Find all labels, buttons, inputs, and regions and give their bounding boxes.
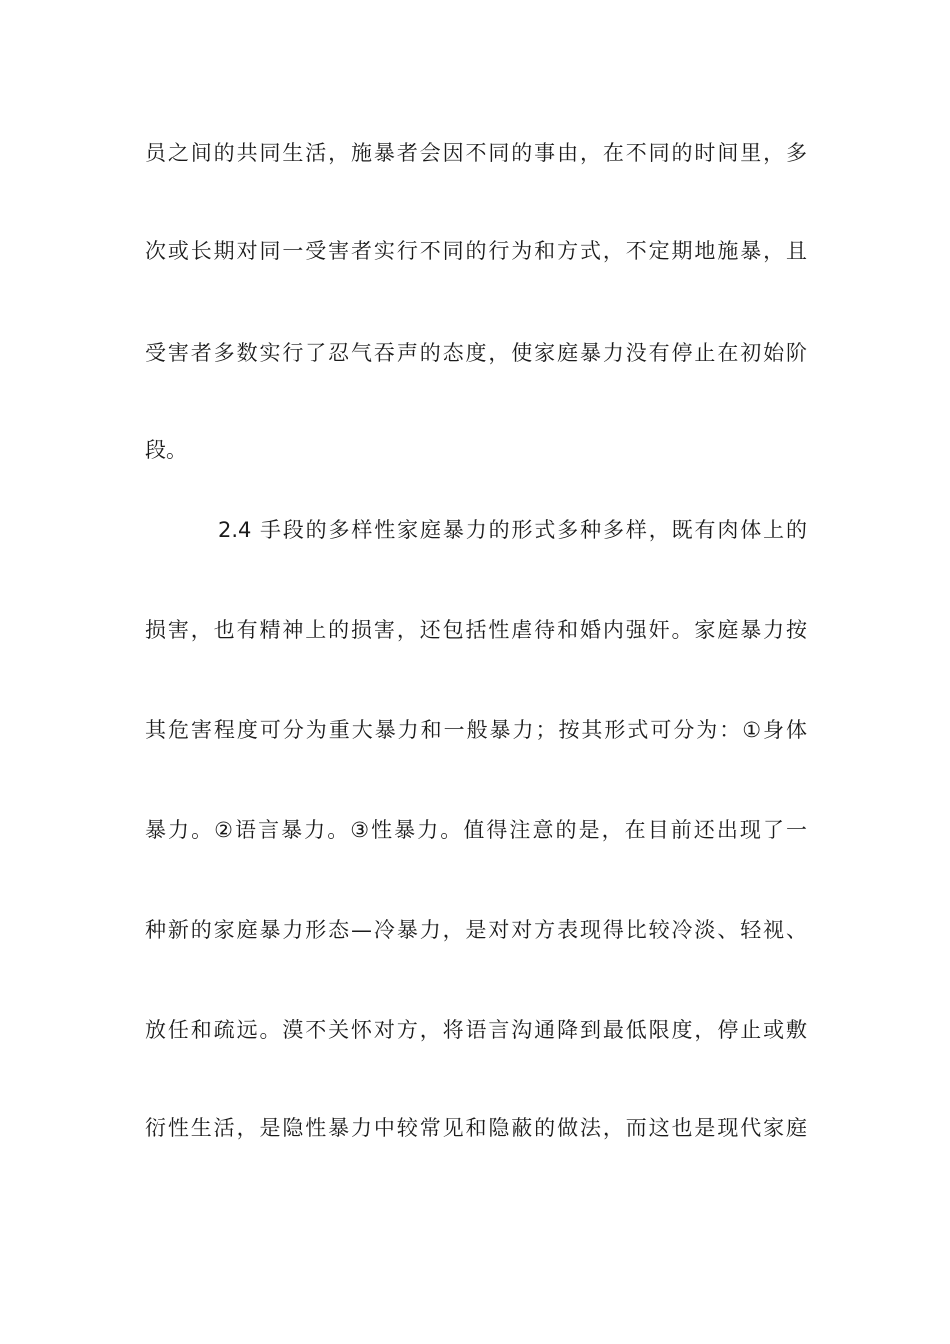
text-line: 员之间的共同生活，施暴者会因不同的事由，在不同的时间里，多	[145, 141, 807, 165]
text-line: 暴力。②语言暴力。③性暴力。值得注意的是，在目前还出现了一	[145, 818, 807, 842]
text-line: 受害者多数实行了忍气吞声的态度，使家庭暴力没有停止在初始阶	[145, 341, 807, 365]
text-line: 其危害程度可分为重大暴力和一般暴力；按其形式可分为：①身体	[145, 718, 807, 742]
text-line: 种新的家庭暴力形态—冷暴力，是对对方表现得比较冷淡、轻视、	[145, 918, 807, 942]
text-line: 损害，也有精神上的损害，还包括性虐待和婚内强奸。家庭暴力按	[145, 618, 807, 642]
text-line: 放任和疏远。漠不关怀对方，将语言沟通降到最低限度，停止或敷	[145, 1018, 807, 1042]
text-line: 段。	[145, 438, 187, 462]
text-line: 次或长期对同一受害者实行不同的行为和方式，不定期地施暴，且	[145, 239, 807, 263]
text-line: 2.4 手段的多样性家庭暴力的形式多种多样，既有肉体上的	[218, 518, 807, 542]
text-line: 衍性生活，是隐性暴力中较常见和隐蔽的做法，而这也是现代家庭	[145, 1116, 807, 1140]
